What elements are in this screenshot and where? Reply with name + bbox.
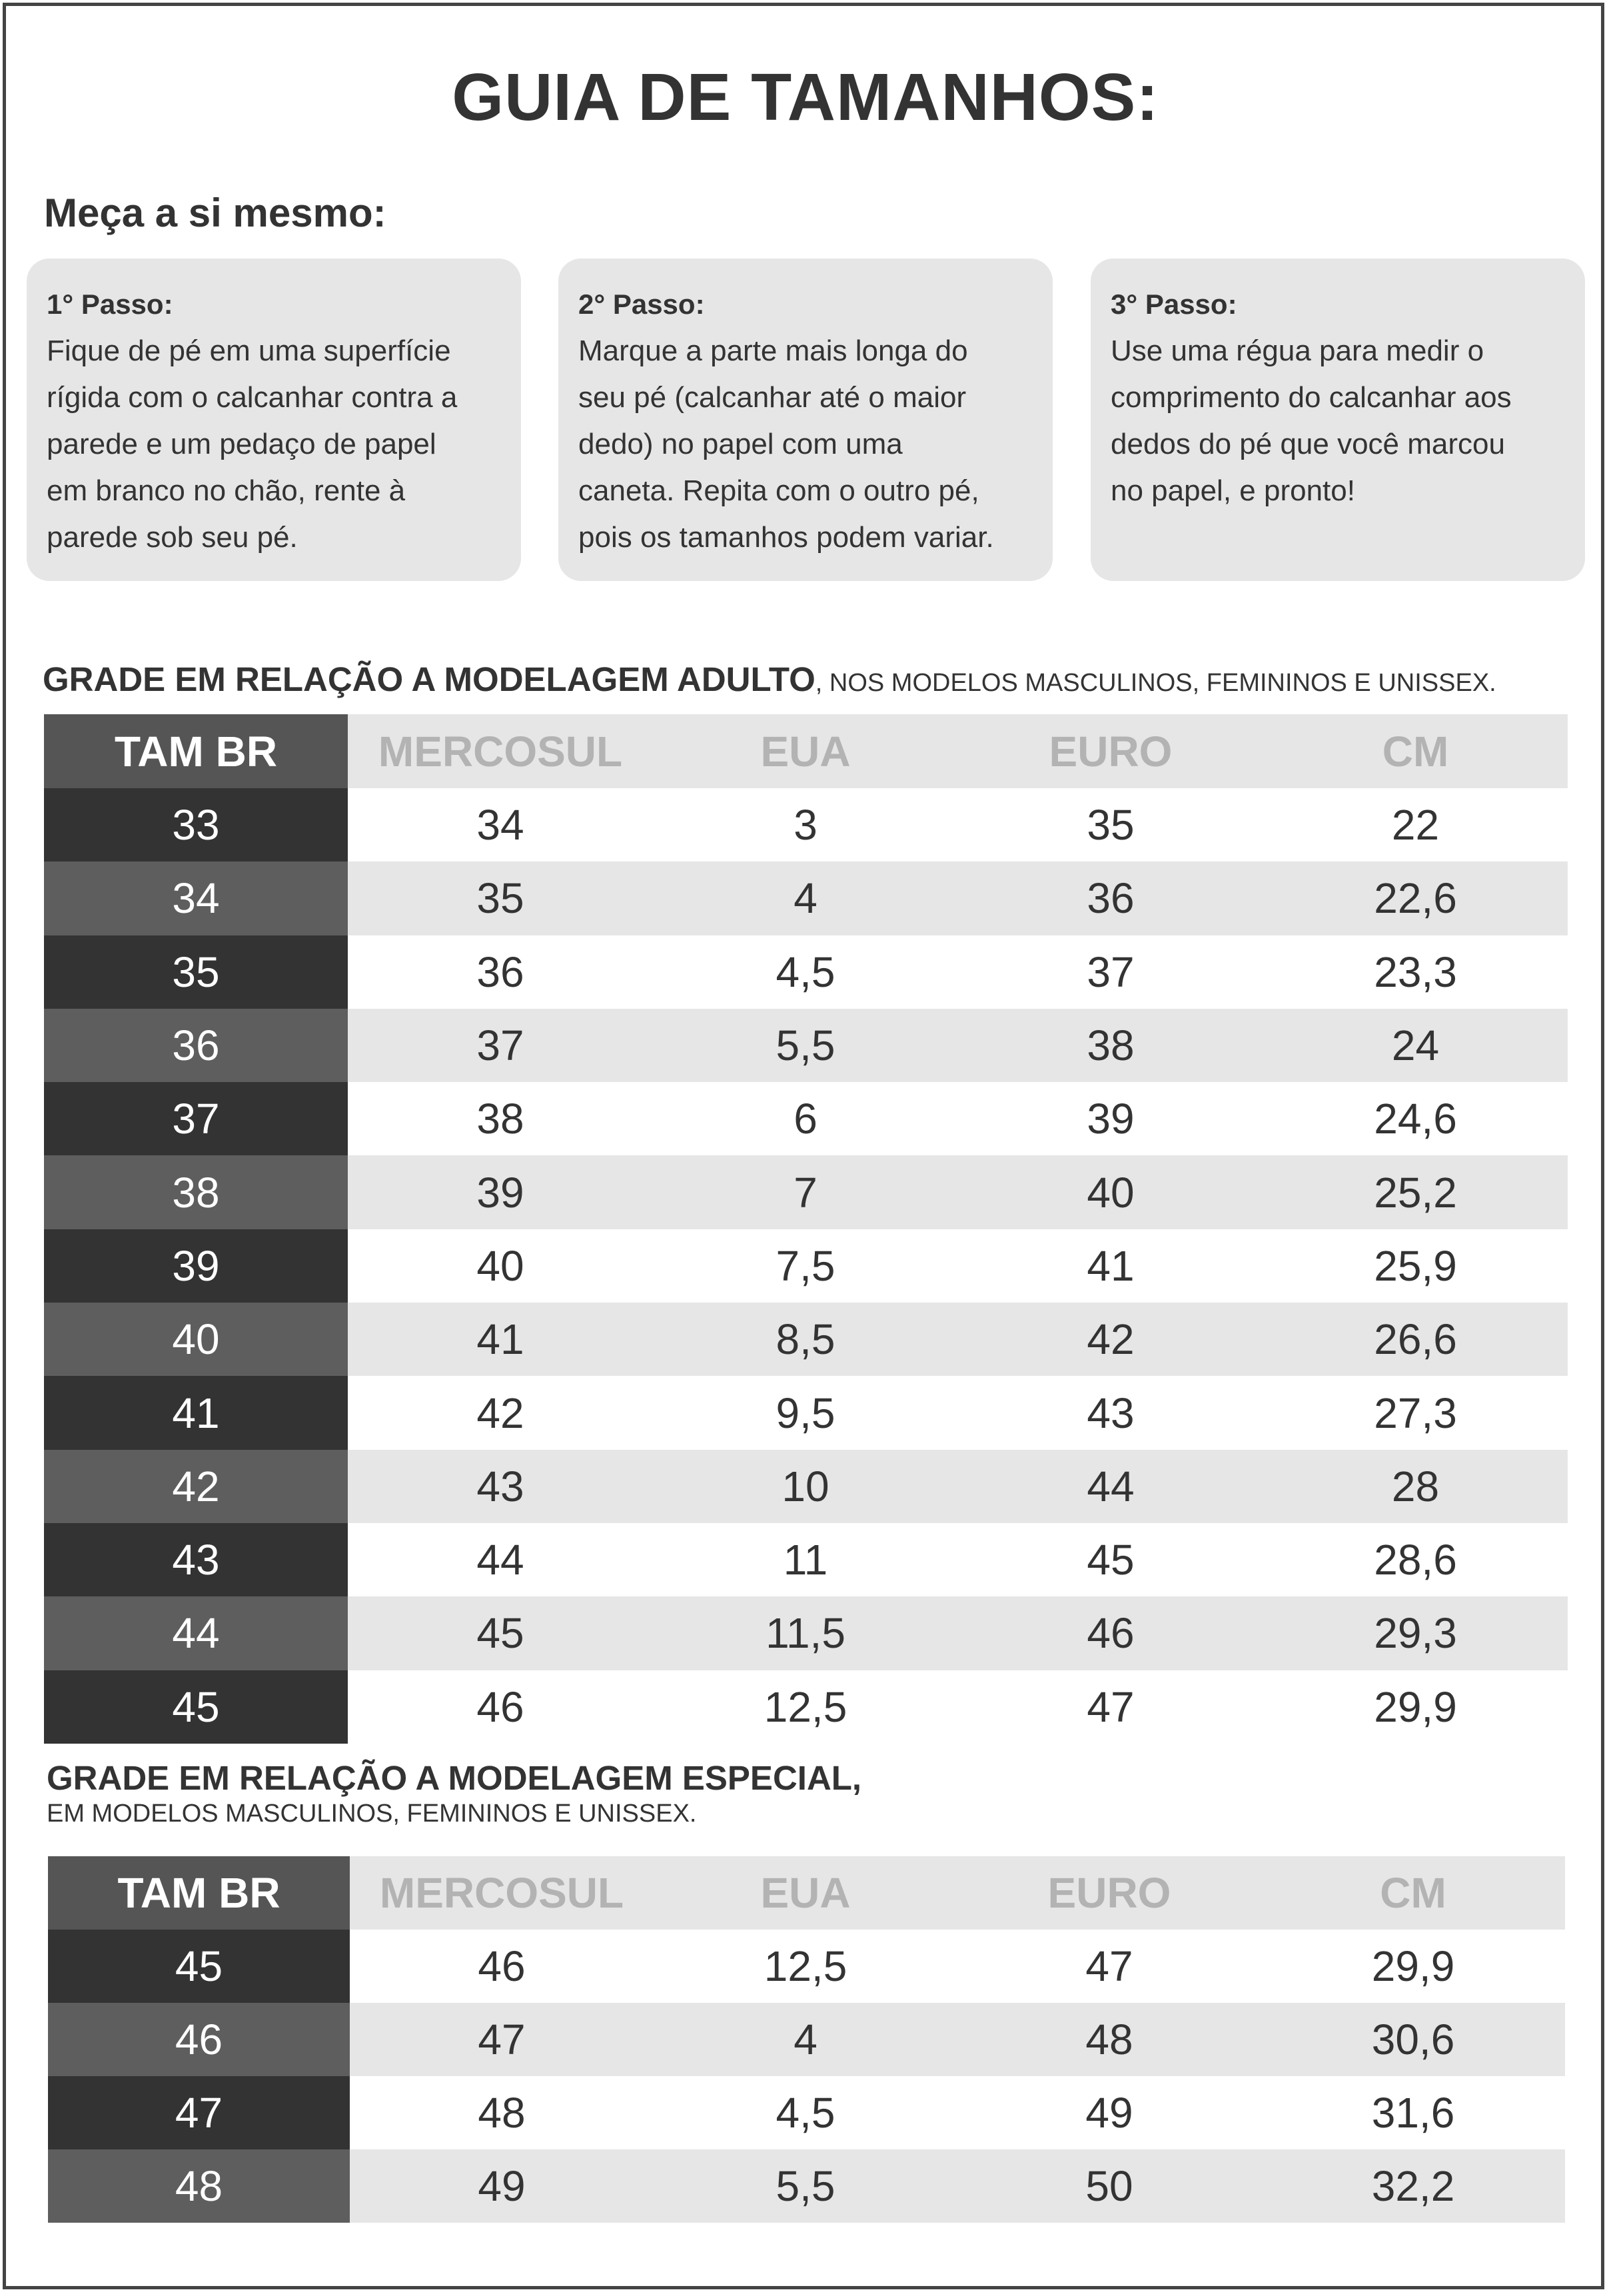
cell-tam-br: 38: [44, 1155, 348, 1229]
table-row: [48, 1930, 1565, 2003]
column-header-tam-br: TAM BR: [44, 714, 348, 788]
cell-eua: 4,5: [654, 2076, 957, 2149]
column-header-eua: EUA: [654, 1856, 957, 1930]
table-row: [44, 1303, 1568, 1376]
step-2-line: dedo) no papel com uma: [578, 428, 903, 460]
step-3-line: comprimento do calcanhar aos: [1111, 381, 1512, 414]
table-row: [44, 788, 1568, 861]
cell-mercosul: 37: [348, 1009, 653, 1082]
cell-euro: 44: [958, 1450, 1263, 1523]
adult-grid-heading-bold: GRADE EM RELAÇÃO A MODELAGEM ADULTO: [43, 660, 815, 698]
column-header-mercosul: MERCOSUL: [348, 714, 653, 788]
cell-mercosul: 36: [348, 935, 653, 1009]
step-1-line: parede e um pedaço de papel: [47, 428, 436, 460]
cell-euro: 48: [957, 2003, 1261, 2076]
cell-eua: 11,5: [653, 1596, 958, 1670]
cell-euro: 47: [957, 1930, 1261, 2003]
cell-tam-br: 34: [44, 861, 348, 935]
step-card-2: [558, 259, 1053, 581]
cell-euro: 45: [958, 1523, 1263, 1596]
cell-euro: 46: [958, 1596, 1263, 1670]
adult-grid-heading: [43, 660, 1496, 708]
cell-cm: 23,3: [1263, 935, 1568, 1009]
cell-cm: 22: [1263, 788, 1568, 861]
cell-eua: 5,5: [654, 2149, 957, 2223]
step-3-title: 3° Passo:: [1111, 288, 1237, 320]
table-row: [44, 1523, 1568, 1596]
special-size-table: [48, 1856, 1565, 2223]
step-2-line: caneta. Repita com o outro pé,: [578, 474, 979, 507]
cell-euro: 49: [957, 2076, 1261, 2149]
measure-yourself-heading: Meça a si mesmo:: [44, 191, 386, 235]
cell-tam-br: 37: [44, 1082, 348, 1155]
cell-eua: 9,5: [653, 1376, 958, 1449]
step-2-line: Marque a parte mais longa do: [578, 334, 968, 367]
cell-mercosul: 35: [348, 861, 653, 935]
cell-eua: 12,5: [654, 1930, 957, 2003]
step-2-title: 2° Passo:: [578, 288, 705, 320]
step-2-line: pois os tamanhos podem variar.: [578, 521, 994, 554]
table-row: [44, 935, 1568, 1009]
cell-mercosul: 34: [348, 788, 653, 861]
column-header-cm: CM: [1261, 1856, 1565, 1930]
cell-tam-br: 35: [44, 935, 348, 1009]
cell-euro: 50: [957, 2149, 1261, 2223]
cell-cm: 29,3: [1263, 1596, 1568, 1670]
table-row: [48, 2003, 1565, 2076]
cell-tam-br: 43: [44, 1523, 348, 1596]
page-title: GUIA DE TAMANHOS:: [452, 60, 1159, 135]
cell-mercosul: 42: [348, 1376, 653, 1449]
table-row: [44, 1376, 1568, 1449]
cell-mercosul: 49: [350, 2149, 654, 2223]
table-row: [44, 1596, 1568, 1670]
cell-mercosul: 41: [348, 1303, 653, 1376]
cell-euro: 41: [958, 1229, 1263, 1303]
cell-eua: 8,5: [653, 1303, 958, 1376]
cell-tam-br: 44: [44, 1596, 348, 1670]
step-card-3: [1091, 259, 1585, 581]
cell-euro: 38: [958, 1009, 1263, 1082]
cell-mercosul: 45: [348, 1596, 653, 1670]
cell-eua: 12,5: [653, 1670, 958, 1744]
cell-euro: 35: [958, 788, 1263, 861]
cell-mercosul: 46: [348, 1670, 653, 1744]
special-grid-heading: [47, 1759, 861, 1830]
step-1-line: Fique de pé em uma superfície: [47, 334, 451, 367]
cell-tam-br: 36: [44, 1009, 348, 1082]
cell-eua: 11: [653, 1523, 958, 1596]
cell-mercosul: 47: [350, 2003, 654, 2076]
step-3-line: dedos do pé que você marcou: [1111, 428, 1505, 460]
cell-cm: 22,6: [1263, 861, 1568, 935]
cell-cm: 31,6: [1261, 2076, 1565, 2149]
cell-mercosul: 43: [348, 1450, 653, 1523]
cell-euro: 36: [958, 861, 1263, 935]
cell-tam-br: 48: [48, 2149, 350, 2223]
cell-mercosul: 40: [348, 1229, 653, 1303]
step-1-line: rígida com o calcanhar contra a: [47, 381, 458, 414]
cell-euro: 47: [958, 1670, 1263, 1744]
cell-cm: 28,6: [1263, 1523, 1568, 1596]
cell-cm: 28: [1263, 1450, 1568, 1523]
table-row: [44, 1450, 1568, 1523]
cell-tam-br: 41: [44, 1376, 348, 1449]
cell-eua: 6: [653, 1082, 958, 1155]
cell-tam-br: 46: [48, 2003, 350, 2076]
cell-eua: 7,5: [653, 1229, 958, 1303]
cell-cm: 25,9: [1263, 1229, 1568, 1303]
table-row: [44, 1009, 1568, 1082]
cell-cm: 32,2: [1261, 2149, 1565, 2223]
cell-tam-br: 40: [44, 1303, 348, 1376]
cell-eua: 5,5: [653, 1009, 958, 1082]
column-header-tam-br: TAM BR: [48, 1856, 350, 1930]
special-grid-heading-bold: GRADE EM RELAÇÃO A MODELAGEM ESPECIAL,: [47, 1759, 862, 1797]
column-header-euro: EURO: [958, 714, 1263, 788]
cell-mercosul: 46: [350, 1930, 654, 2003]
cell-mercosul: 39: [348, 1155, 653, 1229]
table-row: [44, 861, 1568, 935]
cell-euro: 37: [958, 935, 1263, 1009]
special-grid-heading-light: EM MODELOS MASCULINOS, FEMININOS E UNISSEX.: [47, 1800, 697, 1828]
table-header-row: [48, 1856, 1565, 1930]
cell-cm: 24,6: [1263, 1082, 1568, 1155]
cell-cm: 25,2: [1263, 1155, 1568, 1229]
column-header-euro: EURO: [957, 1856, 1261, 1930]
column-header-cm: CM: [1263, 714, 1568, 788]
cell-euro: 40: [958, 1155, 1263, 1229]
table-row: [44, 1670, 1568, 1744]
cell-cm: 26,6: [1263, 1303, 1568, 1376]
column-header-eua: EUA: [653, 714, 958, 788]
cell-tam-br: 45: [44, 1670, 348, 1744]
cell-tam-br: 33: [44, 788, 348, 861]
cell-mercosul: 38: [348, 1082, 653, 1155]
cell-cm: 24: [1263, 1009, 1568, 1082]
step-1-line: parede sob seu pé.: [47, 521, 298, 554]
cell-euro: 42: [958, 1303, 1263, 1376]
cell-tam-br: 42: [44, 1450, 348, 1523]
table-row: [48, 2076, 1565, 2149]
cell-cm: 27,3: [1263, 1376, 1568, 1449]
cell-cm: 29,9: [1263, 1670, 1568, 1744]
cell-euro: 39: [958, 1082, 1263, 1155]
cell-eua: 10: [653, 1450, 958, 1523]
step-1-line: em branco no chão, rente à: [47, 474, 406, 507]
table-row: [44, 1082, 1568, 1155]
column-header-mercosul: MERCOSUL: [350, 1856, 654, 1930]
step-1-title: 1° Passo:: [47, 288, 173, 320]
cell-mercosul: 44: [348, 1523, 653, 1596]
cell-cm: 29,9: [1261, 1930, 1565, 2003]
step-3-line: Use uma régua para medir o: [1111, 334, 1484, 367]
cell-tam-br: 45: [48, 1930, 350, 2003]
cell-eua: 7: [653, 1155, 958, 1229]
cell-eua: 4: [653, 861, 958, 935]
cell-cm: 30,6: [1261, 2003, 1565, 2076]
step-card-1: [27, 259, 521, 581]
table-header-row: [44, 714, 1568, 788]
table-row: [48, 2149, 1565, 2223]
cell-eua: 3: [653, 788, 958, 861]
table-row: [44, 1155, 1568, 1229]
cell-tam-br: 39: [44, 1229, 348, 1303]
adult-grid-heading-light: , NOS MODELOS MASCULINOS, FEMININOS E UNISSEX.: [815, 669, 1496, 697]
cell-euro: 43: [958, 1376, 1263, 1449]
cell-eua: 4,5: [653, 935, 958, 1009]
step-2-line: seu pé (calcanhar até o maior: [578, 381, 967, 414]
cell-tam-br: 47: [48, 2076, 350, 2149]
adult-size-table: [44, 714, 1568, 1744]
cell-eua: 4: [654, 2003, 957, 2076]
step-3-line: no papel, e pronto!: [1111, 474, 1355, 507]
table-row: [44, 1229, 1568, 1303]
cell-mercosul: 48: [350, 2076, 654, 2149]
